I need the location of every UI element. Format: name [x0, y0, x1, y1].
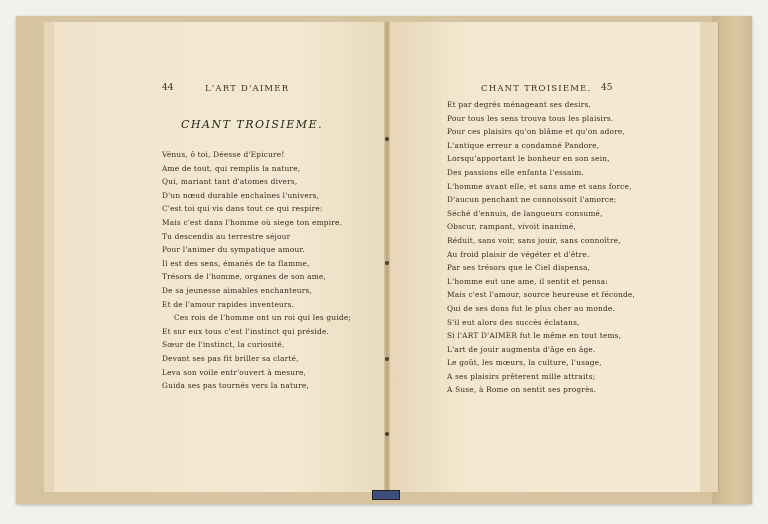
verse-line: Des passions elle enfanta l'essaim. — [447, 167, 584, 177]
verse-line: L'antique erreur a condamné Pandore, — [447, 140, 600, 150]
verse-line: Devant ses pas fit briller sa clarté, — [162, 353, 299, 363]
verse-line: Au froid plaisir de végéter et d'être. — [447, 249, 590, 259]
verse-line: L'homme eut une ame, il sentit et pensa: — [447, 276, 608, 286]
verse-line: Tu descendis au terrestre séjour — [162, 231, 291, 241]
binding-stitch — [385, 261, 389, 265]
verse-line: Ces rois de l'homme ont un roi qui les guide; — [174, 313, 352, 323]
verse-line: A Suse, à Rome on sentit ses progrès. — [447, 385, 597, 395]
left-page-number: 44 — [162, 83, 174, 93]
verse-line: L'art de jouir augmenta d'âge en âge. — [447, 344, 596, 354]
book-gutter — [384, 22, 390, 492]
verse-line: Lorsqu'apportant le bonheur en son sein, — [447, 154, 610, 164]
right-page-number: 45 — [601, 83, 613, 93]
verse-line: Guida ses pas tournés vers la nature, — [162, 381, 309, 391]
verse-line: Pour tous les sens trouva tous les plaisirs. — [447, 113, 614, 123]
chapter-title: CHANT TROISIEME. — [181, 118, 324, 131]
page-stack-edge — [700, 22, 719, 492]
verse-line: Vénus, ô toi, Déesse d'Epicure! — [162, 150, 285, 159]
verse-line: Qui, mariant tant d'atomes divers, — [162, 177, 298, 187]
verse-line: Pour ces plaisirs qu'on blâme et qu'on adore, — [447, 127, 626, 137]
right-running-head: CHANT TROISIEME. — [481, 84, 592, 94]
binding-stitch — [385, 432, 389, 436]
verse-line: D'un nœud durable enchaînes l'univers, — [162, 190, 320, 200]
binding-stitch — [385, 357, 389, 361]
verse-line: Pour l'animer du sympatique amour. — [162, 245, 305, 255]
binding-stitch — [385, 137, 389, 141]
verse-line: Réduit, sans voir, sans jouir, sans connoître, — [447, 235, 621, 245]
verse-line: Le goût, les mœurs, la culture, l'usage, — [447, 358, 602, 368]
verse-line: Obscur, rampant, vivoit inanimé, — [447, 222, 577, 232]
verse-line: Séché d'ennuis, de langueurs consumé, — [447, 208, 603, 218]
verse-line: D'aucun penchant ne connoissoit l'amorce; — [447, 195, 617, 205]
verse-line: Qui de ses dons fut le plus cher au monde. — [447, 303, 616, 313]
verse-line: Par ses trésors que le Ciel dispensa, — [447, 263, 591, 273]
verse-line: Ame de tout, qui remplis la nature, — [162, 163, 301, 173]
verse-line: Et par degrés ménageant ses desirs, — [447, 100, 592, 109]
verse-line: Leva son voile entr'ouvert à mesure, — [162, 367, 307, 377]
verse-line: Sœur de l'instinct, la curiosité, — [162, 340, 285, 350]
verse-line: De sa jeunesse aimables enchanteurs, — [162, 285, 313, 295]
verse-line: Il est des sens, émanés de ta flamme, — [162, 258, 310, 268]
verse-line: Mais c'est l'amour, source heureuse et féconde, — [447, 290, 636, 300]
verse-line: Et de l'amour rapides inventeurs. — [162, 299, 295, 309]
left-running-head: L'ART D'AIMER — [205, 84, 290, 94]
right-poem-lines — [447, 98, 635, 397]
verse-line: S'il eut alors des succès éclatans, — [447, 317, 580, 327]
verse-line: L'homme avant elle, et sans ame et sans force, — [447, 181, 632, 191]
verse-line: Et sur eux tous c'est l'instinct qui préside. — [162, 326, 330, 336]
verse-line: C'est toi qui vis dans tout ce qui respire: — [162, 204, 323, 214]
verse-line: Trésors de l'homme, organes de son ame, — [162, 272, 327, 282]
left-poem-lines — [162, 148, 351, 393]
verse-line: A ses plaisirs prêterent mille attraits; — [447, 371, 596, 381]
spine-label — [372, 490, 400, 500]
verse-line: Mais c'est dans l'homme où siege ton empire. — [162, 217, 343, 227]
verse-line: Si l'ART D'AIMER fut le même en tout tems, — [447, 331, 622, 341]
